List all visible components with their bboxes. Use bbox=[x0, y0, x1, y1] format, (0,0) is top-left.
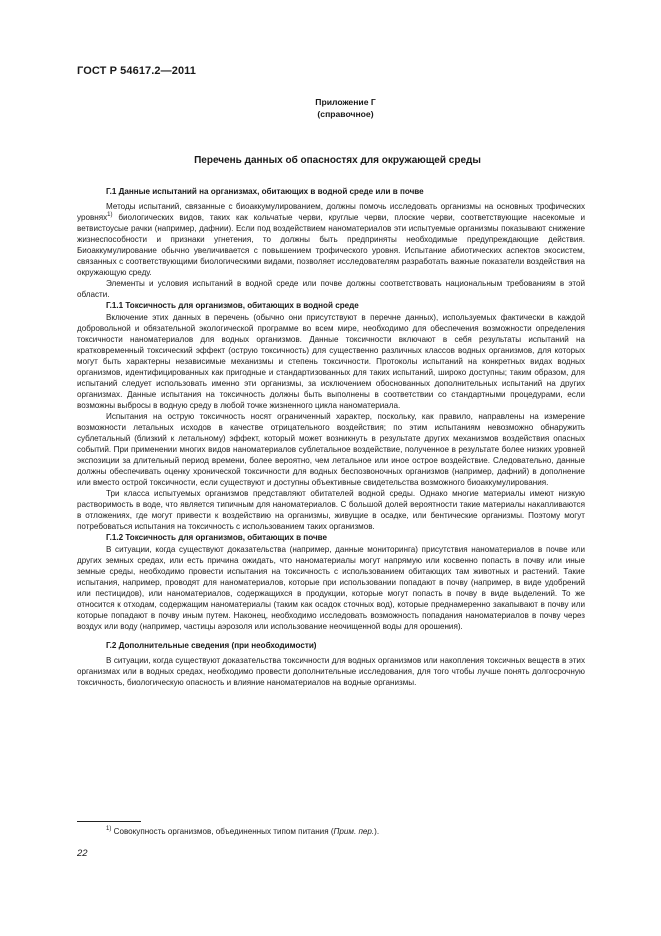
section-heading-g1-2: Г.1.2 Токсичность для организмов, обитающих в почве bbox=[106, 533, 328, 543]
paragraph: Методы испытаний, связанные с биоаккумулированием, должны помочь исследовать организмы на основных трофических уровнях$^{1)}$ биологических видов, таких как кольчатые черви, круглые черви, плоские черви, соответствующие насекомые и ветвистоусые рачки (например, дафнии). Если под воздействием наноматериалов эти испытуемые организмы показывают снижение жизнеспособности и признаки угнетения, то должны быть предприняты необходимые предупреждающие действия. Биоаккумулирование обычно увеличивается с повышением трофического уровня. Испытание абиотических аспектов экосистем, связанных с соответствующими биологическими видами, позволяет исследователям разработать важные показатели воздействия на окружающую среду. bbox=[77, 202, 585, 278]
annex-type: (справочное) bbox=[317, 109, 374, 119]
paragraph: Три класса испытуемых организмов представляют обитателей водной среды. Однако многие материалы имеют низкую растворимость в воде, что является типичным для наноматериалов. С большой долей вероятности такие материалы накапливаются в отложениях, где могут привести к воздействию на организмы, живущие в осадке, или бентические организмы. Поэтому могут потребоваться испытания на токсичность с использованием таких организмов. bbox=[77, 489, 585, 532]
annex-label-block bbox=[0, 96, 661, 120]
paragraph: Элементы и условия испытаний в водной среде или почве должны соответствовать национальным требованиям в этой области. bbox=[77, 279, 585, 300]
paragraph: Испытания на острую токсичность носят ограниченный характер, поскольку, как правило, направлены на измерение возможности летальных исходов в качестве отрицательного воздействия; по этим испытаниям невозможно обнаружить сублетальный (близкий к летальному) эффект, который может возникнуть в результате других механизмов воздействия опасных событий. При применении многих видов наноматериалов сублетальное воздействие, полученное в результате более низких уровней экспозиции за длительный период времени, более вероятно, чем летальное или иное острое воздействие. Следовательно, данные должны обеспечивать оценку хронической токсичности для водных беспозвоночных организмов (например, дафний) в дополнение или вместо острой токсичности, если существуют и доступны объективные свидетельства возможного биоаккумулирования. bbox=[77, 411, 585, 488]
footnote: $^{1)}$ Совокупность организмов, объединенных типом питания (Прим. пер.). bbox=[106, 826, 380, 836]
annex-title: Перечень данных об опасностях для окружающей среды bbox=[194, 155, 481, 166]
annex-body bbox=[77, 186, 585, 688]
footnote-divider bbox=[77, 821, 141, 822]
document-code-header: ГОСТ Р 54617.2—2011 bbox=[77, 65, 197, 77]
page-number: 22 bbox=[77, 848, 88, 859]
paragraph: В ситуации, когда существуют доказательства (например, данные мониторинга) присутствия наноматериалов в почве или других земных средах, или есть причина ожидать, что наноматериалы могут напрямую или косвенно попасть в почву или иные земные среды, необходимо провести испытания на токсичность с использованием обитающих там животных и растений. Такие испытания, например, проводят для наноматериалов, которые при использовании попадают в почву (например, в виде удобрений или пестицидов), или наноматериалов, содержащихся в продукции, которые могут попасть в почву в виде выделений. То же относится к отходам, содержащим наноматериалы (таким как осадок сточных вод), которые преднамеренно закапывают в почву или которые попадают в почву иным путем. Наконец, необходимо исследовать возможность попадания наноматериалов в почву через воздух или воду (например, частицы аэрозоля или использование неочищенной воды для орошения). bbox=[77, 544, 585, 631]
paragraph: Включение этих данных в перечень (обычно они присутствуют в перечне данных), используемых фактически в каждой добровольной и обязательной экологической программе во всем мире, необходимо для обеспечения возможности определения токсичности наноматериалов для водных организмов. Данные токсичности включают в себя результаты испытаний на кратковременный токсический эффект (острую токсичность) для существенно различных классов водных организмов, для которых могут быть характерны независимые механизмы и степень токсичности. Протоколы испытаний на конкретных видах водных организмов, идентифицированных как пригодные и стандартизованных для таких испытаний, широко доступны; таким образом, для испытаний следует использовать именно эти организмы, за исключением обоснованных дополнительных испытаний на других организмах. Данные испытания на токсичность должны быть выполнены в соответствии со стандартными процедурами, если возможны выбросы в водную среду в любой точке жизненного цикла наноматериала. bbox=[77, 312, 585, 410]
footnote-mark: 1) bbox=[106, 826, 112, 832]
footnote-ref[interactable]: 1) bbox=[107, 212, 113, 219]
section-heading-g2: Г.2 Дополнительные сведения (при необходимости) bbox=[106, 640, 317, 650]
paragraph: В ситуации, когда существуют доказательства токсичности для водных организмов или накопления токсичных веществ в этих организмах или в водных средах, необходимо провести дополнительные исследования, для того чтобы лучше понять долгосрочную токсичность, биологическую опасность и влияние наноматериалов на водные организмы. bbox=[77, 655, 585, 688]
annex-label: Приложение Г bbox=[315, 97, 376, 107]
section-heading-g1-1: Г.1.1 Токсичность для организмов, обитающих в водной среде bbox=[106, 301, 359, 311]
section-heading-g1: Г.1 Данные испытаний на организмах, обитающих в водной среде или в почве bbox=[106, 187, 424, 196]
